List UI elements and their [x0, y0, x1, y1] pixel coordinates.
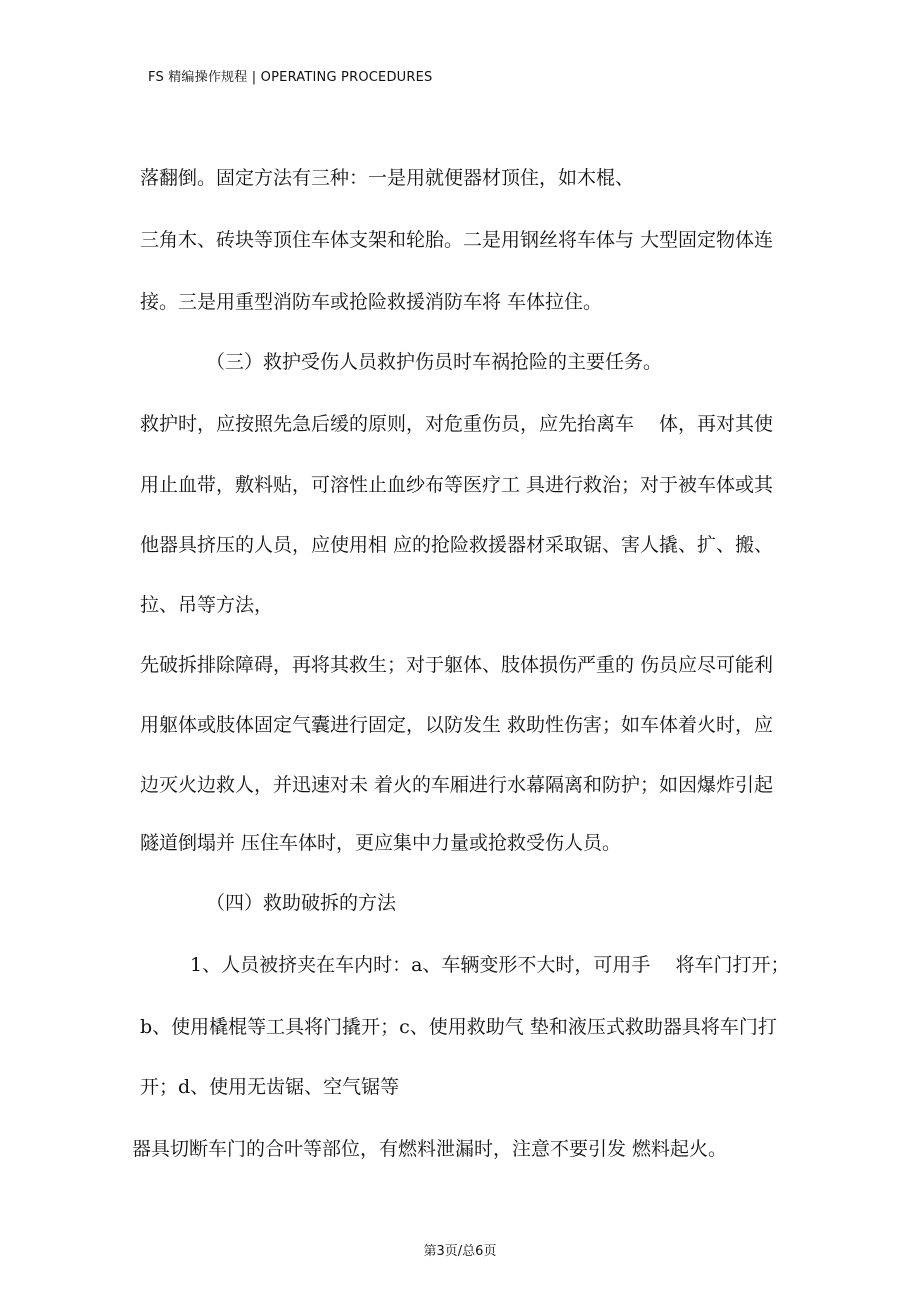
body-line-2: 三角木、砖块等顶住车体支架和轮胎。二是用钢丝将车体与 大型固定物体连	[140, 229, 774, 251]
body-line-9: 先破拆排除障碍，再将其救生；对于躯体、肢体损伤严重的 伤员应尽可能利	[140, 654, 774, 676]
body-line-1: 落翻倒。固定方法有三种：一是用就便器材顶住，如木棍、	[140, 167, 635, 189]
body-line-6: 用止血带，敷料贴，可溶性止血纱布等医疗工 具进行救治；对于被车体或其	[140, 474, 774, 496]
page-header: FS 精编操作规程 | OPERATING PROCEDURES	[148, 70, 433, 85]
body-line-7: 他器具挤压的人员，应使用相 应的抢险救援器材采取锯、害人撬、扩、搬、	[140, 534, 774, 556]
body-line-16: 开；d、使用无齿锯、空气锯等	[140, 1076, 400, 1098]
body-line-3: 接。三是用重型消防车或抢险救援消防车将 车体拉住。	[140, 291, 603, 313]
body-line-17: 器具切断车门的合叶等部位，有燃料泄漏时，注意不要引发 燃料起火。	[132, 1138, 728, 1160]
body-line-10: 用躯体或肢体固定气囊进行固定，以防发生 救助性伤害；如车体着火时，应	[140, 714, 774, 736]
section-heading-4: （四）救助破拆的方法	[206, 892, 397, 914]
body-line-15: b、使用橇棍等工具将门撬开；c、使用救助气 垫和液压式救助器具将车门打	[140, 1016, 777, 1038]
body-line-14: 1、人员被挤夹在车内时：a、车辆变形不大时，可用手 将车门打开；	[190, 954, 790, 976]
body-line-12: 隧道倒塌并 压住车体时，更应集中力量或抢救受伤人员。	[140, 832, 622, 854]
body-line-8: 拉、吊等方法，	[140, 594, 274, 616]
page-footer: 第3页/总6页	[423, 1244, 497, 1259]
body-line-5: 救护时，应按照先急后缓的原则，对危重伤员，应先抬离车 体，再对其使	[140, 413, 774, 435]
body-line-11: 边灭火边救人，并迅速对未 着火的车厢进行水幕隔离和防护；如因爆炸引起	[140, 774, 774, 796]
section-heading-3: （三）救护受伤人员救护伤员时车祸抢险的主要任务。	[206, 351, 663, 373]
